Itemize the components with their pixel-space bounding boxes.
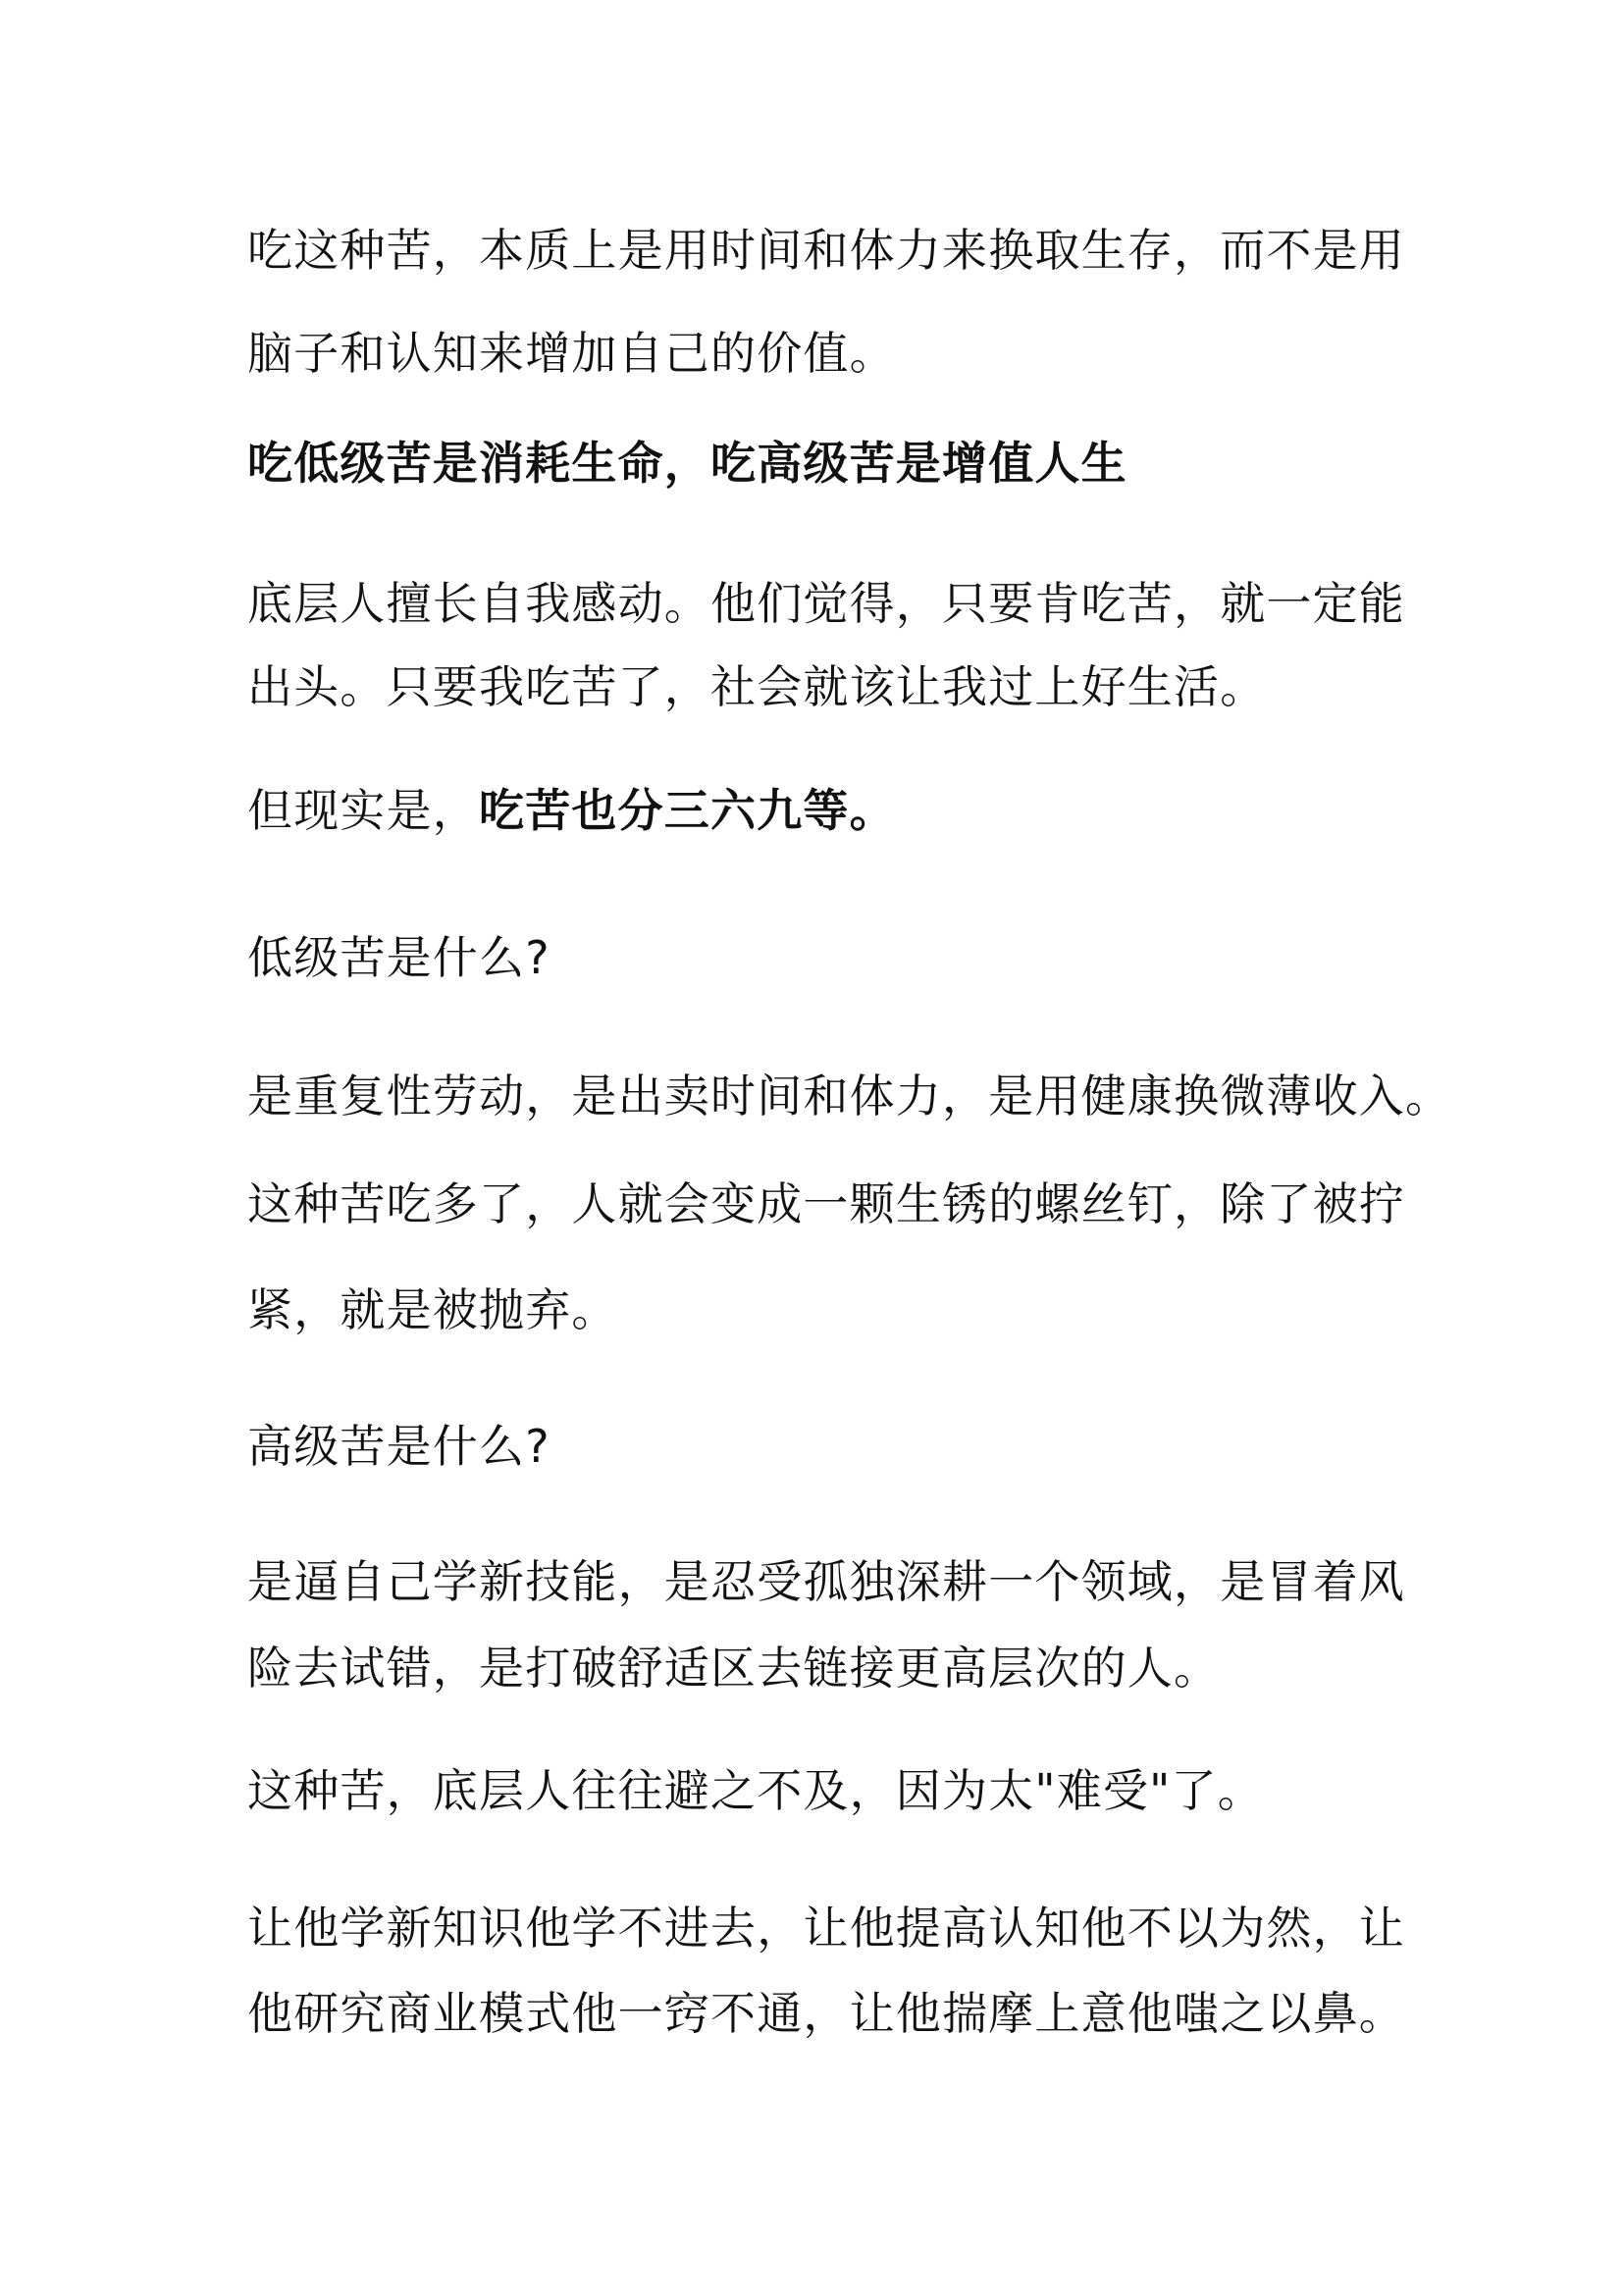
paragraph-line: 紧，就是被抛弃。 <box>247 1283 618 1336</box>
paragraph-line <box>247 783 896 838</box>
paragraph-line: 底层人擅长自我感动。他们觉得，只要肯吃苦，就一定能 <box>247 577 1405 630</box>
paragraph-line: 他研究商业模式他一窍不通，让他揣摩上意他嗤之以鼻。 <box>247 1987 1405 2040</box>
paragraph-line: 出头。只要我吃苦了，社会就该让我过上好生活。 <box>247 660 1267 713</box>
paragraph-line: 脑子和认知来增加自己的价值。 <box>247 327 896 380</box>
paragraph-line: 低级苦是什么? <box>247 931 550 984</box>
section-heading: 吃低级苦是消耗生命，吃高级苦是增值人生 <box>247 437 1127 490</box>
paragraph-line: 让他学新知识他学不进去，让他提高认知他不以为然，让 <box>247 1902 1405 1955</box>
paragraph-prefix: 但现实是， <box>247 784 479 837</box>
paragraph-line: 是重复性劳动，是出卖时间和体力，是用健康换微薄收入。 <box>247 1069 1452 1122</box>
paragraph-line: 高级苦是什么? <box>247 1420 550 1473</box>
paragraph-line: 这种苦吃多了，人就会变成一颗生锈的螺丝钉，除了被拧 <box>247 1177 1405 1230</box>
paragraph-line: 是逼自己学新技能，是忍受孤独深耕一个领域，是冒着风 <box>247 1555 1405 1608</box>
paragraph-line: 吃这种苦，本质上是用时间和体力来换取生存，而不是用 <box>247 224 1405 277</box>
paragraph-line: 险去试错，是打破舒适区去链接更高层次的人。 <box>247 1642 1221 1695</box>
emphasis-text: 吃苦也分三六九等。 <box>479 784 896 837</box>
paragraph-line: 这种苦，底层人往往避之不及，因为太"难受"了。 <box>247 1764 1264 1817</box>
